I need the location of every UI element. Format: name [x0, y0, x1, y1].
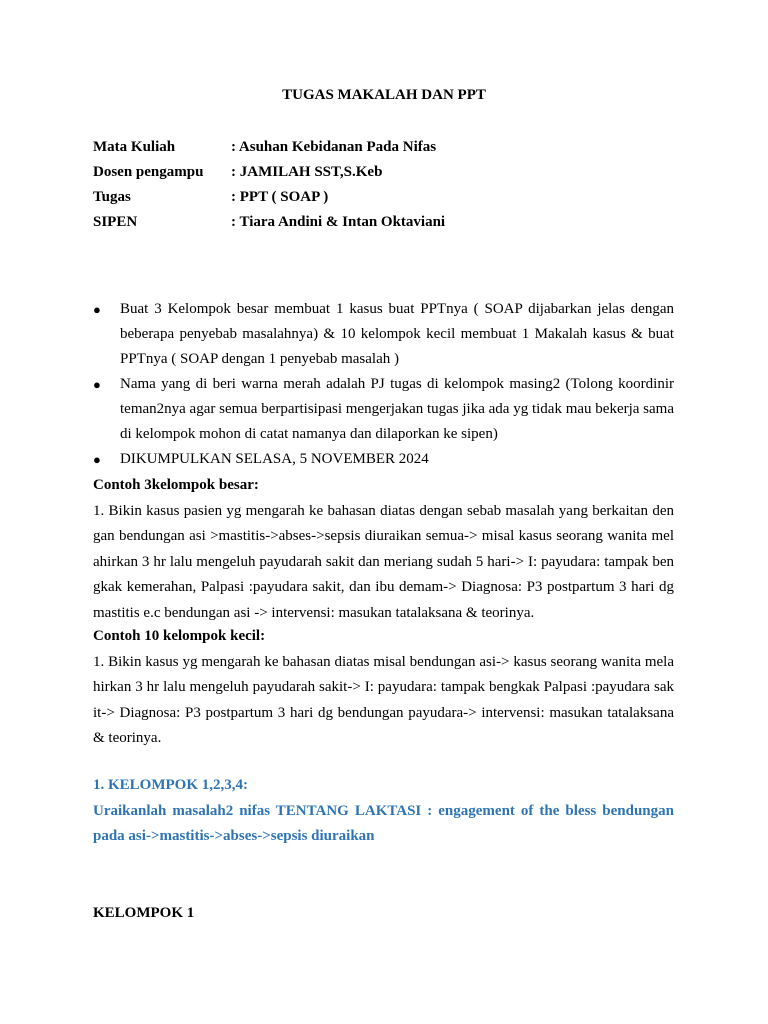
info-value: : Asuhan Kebidanan Pada Nifas	[231, 139, 437, 155]
contoh-besar-section	[93, 473, 674, 626]
bullet-text: Nama yang di beri warna merah adalah PJ tugas di kelompok masing2 (Tolong koordinir teman2nya agar semua berpartisipasi mengerjakan tugas jika ada yg tidak mau bekerja sama di kelompok mohon di catat namanya dan dilaporkan ke sipen)	[120, 376, 674, 442]
contoh-kecil-text: 1. Bikin kasus yg mengarah ke bahasan diatas misal bendungan asi-> kasus seorang wanita melahirkan 3 hr lalu mengeluh payudarah sakit-> I: payudara: tampak bengkak Palpasi :payudara sakit-> Diagnosa: P3 postpartum 3 hari dg bendungan payudara-> intervensi: masukan tatalaksana & teorinya.	[93, 653, 674, 746]
bullet-item	[93, 297, 674, 372]
info-value: : PPT ( SOAP )	[231, 189, 329, 205]
info-key: Tugas	[93, 189, 131, 205]
page-title: TUGAS MAKALAH DAN PPT	[282, 87, 486, 103]
contoh-besar-heading: Contoh 3kelompok besar:	[93, 477, 259, 493]
kelompok-text: Uraikanlah masalah2 nifas TENTANG LAKTASI : engagement of the bless bendungan pada asi->mastitis->abses->sepsis diuraikan	[93, 802, 674, 844]
bullet-list	[93, 297, 674, 472]
info-value: : Tiara Andini & Intan Oktaviani	[231, 214, 446, 230]
kelompok-heading: 1. KELOMPOK 1,2,3,4:	[93, 777, 248, 793]
info-table	[93, 137, 445, 237]
kelompok-section	[93, 773, 674, 850]
bullet-dot-icon: ●	[93, 377, 101, 392]
bullet-dot-icon: ●	[93, 302, 101, 317]
bullet-dot-icon: ●	[93, 452, 101, 467]
bullet-item	[93, 372, 674, 447]
bullet-item	[93, 447, 674, 472]
kelompok-1-heading: KELOMPOK 1	[93, 905, 195, 921]
contoh-kecil-heading: Contoh 10 kelompok kecil:	[93, 628, 266, 644]
info-key: Mata Kuliah	[93, 139, 176, 155]
info-value: : JAMILAH SST,S.Keb	[231, 164, 383, 180]
contoh-besar-text: 1. Bikin kasus pasien yg mengarah ke bahasan diatas dengan sebab masalah yang berkaitan dengan bendungan asi >mastitis->abses->sepsis diuraikan semua-> misal kasus seorang wanita melahirkan 3 hr lalu mengeluh payudarah sakit dan meriang sudah 5 hari-> I: payudara: tampak bengkak kemerahan, Palpasi :payudara sakit, dan ibu demam-> Diagnosa: P3 postpartum 3 hari dg mastitis e.c bendungan asi -> intervensi: masukan tatalaksana & teorinya.	[93, 502, 674, 621]
info-row-dosen	[93, 162, 445, 187]
bullet-text: DIKUMPULKAN SELASA, 5 NOVEMBER 2024	[120, 451, 429, 467]
info-row-tugas	[93, 187, 445, 212]
info-key: SIPEN	[93, 214, 138, 230]
info-row-sipen	[93, 212, 445, 237]
info-row-mata-kuliah	[93, 137, 445, 162]
info-key: Dosen pengampu	[93, 164, 204, 180]
contoh-kecil-section	[93, 624, 674, 752]
bullet-text: Buat 3 Kelompok besar membuat 1 kasus buat PPTnya ( SOAP dijabarkan jelas dengan beberapa penyebab masalahnya) & 10 kelompok kecil membuat 1 Makalah kasus & buat PPTnya ( SOAP dengan 1 penyebab masalah )	[120, 301, 674, 367]
